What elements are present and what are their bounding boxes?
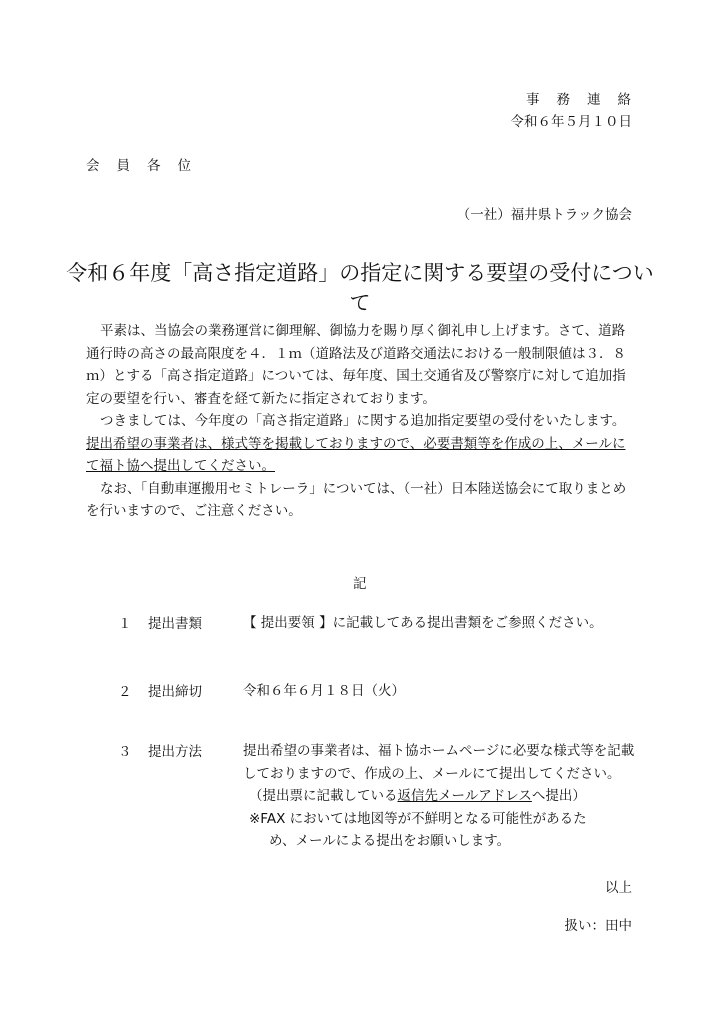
paragraph-announcement xyxy=(86,410,634,478)
reply-address-underlined: 返信先メールアドレス xyxy=(397,788,532,804)
fax-note-continued: め、メールによる提出をお願いします。 xyxy=(269,833,511,849)
submission-method-text: 提出希望の事業者は、福ト協ホームページに必要な様式等を記載しておりますので、作成の上、メールにて提出してください。 xyxy=(243,743,635,782)
item-number: ３ xyxy=(118,744,132,760)
item-number: １ xyxy=(118,616,132,632)
fax-note: ※FAX においては地図等が不鮮明となる可能性があるた xyxy=(249,810,587,827)
item-label: 提出方法 xyxy=(148,744,202,760)
item-text xyxy=(243,740,635,853)
paragraph-note: なお、「自動車運搬用セミトレーラ」については、（一社）日本陸送協会にて取りまとめを行いますので、ご注意ください。 xyxy=(86,480,627,519)
item-label: 提出書類 xyxy=(148,616,202,632)
note-text: （提出票に記載している xyxy=(249,788,398,804)
note-text: へ提出） xyxy=(531,788,586,804)
ki-heading: 記 xyxy=(353,576,367,592)
document-type: 事務連絡 xyxy=(526,92,648,108)
reply-address-note xyxy=(243,785,635,808)
item-label: 提出締切 xyxy=(148,684,202,700)
document-date: 令和６年５月１０日 xyxy=(510,114,632,130)
closing-ijou: 以上 xyxy=(605,880,632,896)
sender: （一社）福井県トラック協会 xyxy=(456,207,632,223)
item-text: 令和６年６月１８日（火） xyxy=(243,683,405,699)
announcement-text: つきましては、今年度の「高さ指定道路」に関する追加指定要望の受付をいたします。 xyxy=(100,413,626,429)
body-text xyxy=(86,320,634,523)
contact-person: 扱い：田中 xyxy=(564,918,632,934)
item-number: ２ xyxy=(118,684,132,700)
document-title: 令和６年度「高さ指定道路」の指定に関する要望の受付について xyxy=(66,261,654,315)
paragraph-greeting: 平素は、当協会の業務運営に御理解、御協力を賜り厚く御礼申し上げます。さて、道路通行時の高さの最高限度を４．１ｍ（道路法及び道路交通法における一般制限値は３．８ｍ）とする「高さ指定道路」については、毎年度、国土交通省及び警察庁に対して追加指定の要望を行い、審査を経て新たに指定されております。 xyxy=(86,323,626,407)
announcement-underlined: 提出希望の事業者は、様式等を掲載しておりますので、必要書類等を作成の上、メールにて福ト協へ提出してください。 xyxy=(86,435,626,474)
addressee: 会員各位 xyxy=(86,158,208,174)
item-text: 【 提出要領 】に記載してある提出書類をご参照ください。 xyxy=(243,615,603,631)
